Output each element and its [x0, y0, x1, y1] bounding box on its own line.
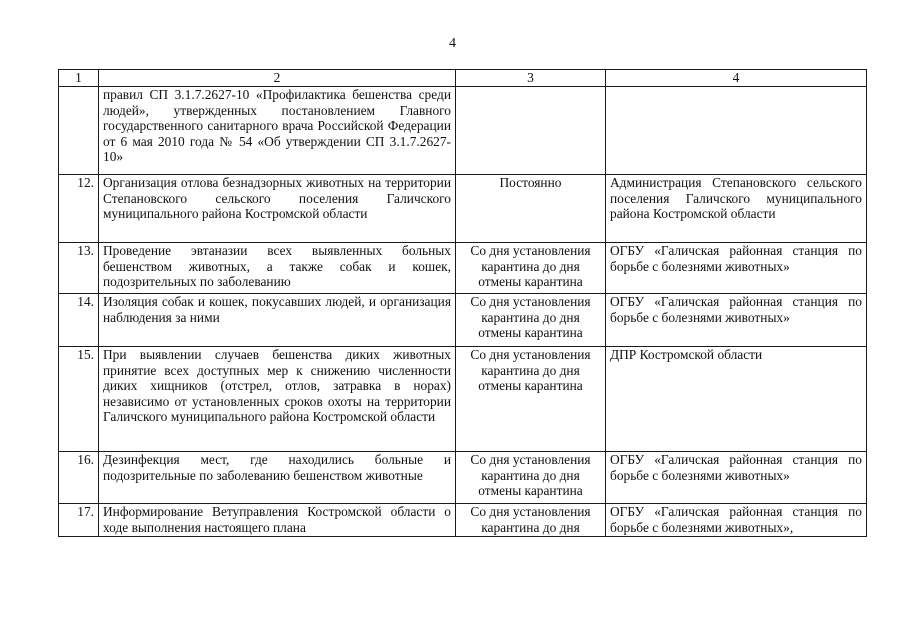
- row-term: Со дня установления карантина до дня отмены карантина: [456, 243, 606, 294]
- row-number: 16.: [59, 452, 99, 504]
- row-number: 13.: [59, 243, 99, 294]
- row-number: 14.: [59, 294, 99, 347]
- row-number: 12.: [59, 175, 99, 243]
- row-executor: ОГБУ «Галичская районная станция по борьбе с болезнями животных»: [606, 294, 867, 347]
- row-executor: ОГБУ «Галичская районная станция по борьбе с болезнями животных»: [606, 243, 867, 294]
- row-executor: [606, 87, 867, 175]
- row-action: Информирование Ветуправления Костромской области о ходе выполнения настоящего плана: [99, 504, 456, 537]
- row-executor: Администрация Степановского сельского поселения Галичского муниципального района Костромской области: [606, 175, 867, 243]
- row-number: [59, 87, 99, 175]
- row-term: Со дня установления карантина до дня отмены карантина: [456, 294, 606, 347]
- row-action: Организация отлова безнадзорных животных на территории Степановского сельского поселения Галичского муниципального района Костромской области: [99, 175, 456, 243]
- table-row: [59, 452, 867, 504]
- row-number: 15.: [59, 347, 99, 452]
- table-row: [59, 504, 867, 537]
- row-action: Проведение эвтаназии всех выявленных больных бешенством животных, а также собак и кошек, подозрительных по заболеванию: [99, 243, 456, 294]
- row-number: 17.: [59, 504, 99, 537]
- row-term: Со дня установления карантина до дня отмены карантина: [456, 347, 606, 452]
- column-header-term: 3: [456, 70, 606, 87]
- row-action: Дезинфекция мест, где находились больные и подозрительные по заболеванию бешенством животные: [99, 452, 456, 504]
- row-executor: ОГБУ «Галичская районная станция по борьбе с болезнями животных»,: [606, 504, 867, 537]
- table-row: [59, 294, 867, 347]
- row-action: правил СП 3.1.7.2627-10 «Профилактика бешенства среди людей», утвержденных постановлением Главного государственного санитарного врача Российской Федерации от 6 мая 2010 года № 54 «Об утверждении СП 3.1.7.2627-10»: [99, 87, 456, 175]
- page-number: 4: [449, 36, 456, 51]
- row-term: Со дня установления карантина до дня отмены карантина: [456, 452, 606, 504]
- row-term: Постоянно: [456, 175, 606, 243]
- row-action: Изоляция собак и кошек, покусавших людей, и организация наблюдения за ними: [99, 294, 456, 347]
- column-header-number: 1: [59, 70, 99, 87]
- row-term: Со дня установления карантина до дня: [456, 504, 606, 537]
- row-action: При выявлении случаев бешенства диких животных принятие всех доступных мер к снижению численности диких хищников (отстрел, отлов, затравка в норах) независимо от установленных сроков охоты на территории Галичского муниципального района Костромской области: [99, 347, 456, 452]
- column-header-action: 2: [99, 70, 456, 87]
- row-executor: ДПР Костромской области: [606, 347, 867, 452]
- table-row: [59, 87, 867, 175]
- table-header-row: [59, 70, 867, 87]
- table-row: [59, 347, 867, 452]
- measures-table: [58, 69, 867, 537]
- column-header-executor: 4: [606, 70, 867, 87]
- row-executor: ОГБУ «Галичская районная станция по борьбе с болезнями животных»: [606, 452, 867, 504]
- row-term: [456, 87, 606, 175]
- table-row: [59, 175, 867, 243]
- table-row: [59, 243, 867, 294]
